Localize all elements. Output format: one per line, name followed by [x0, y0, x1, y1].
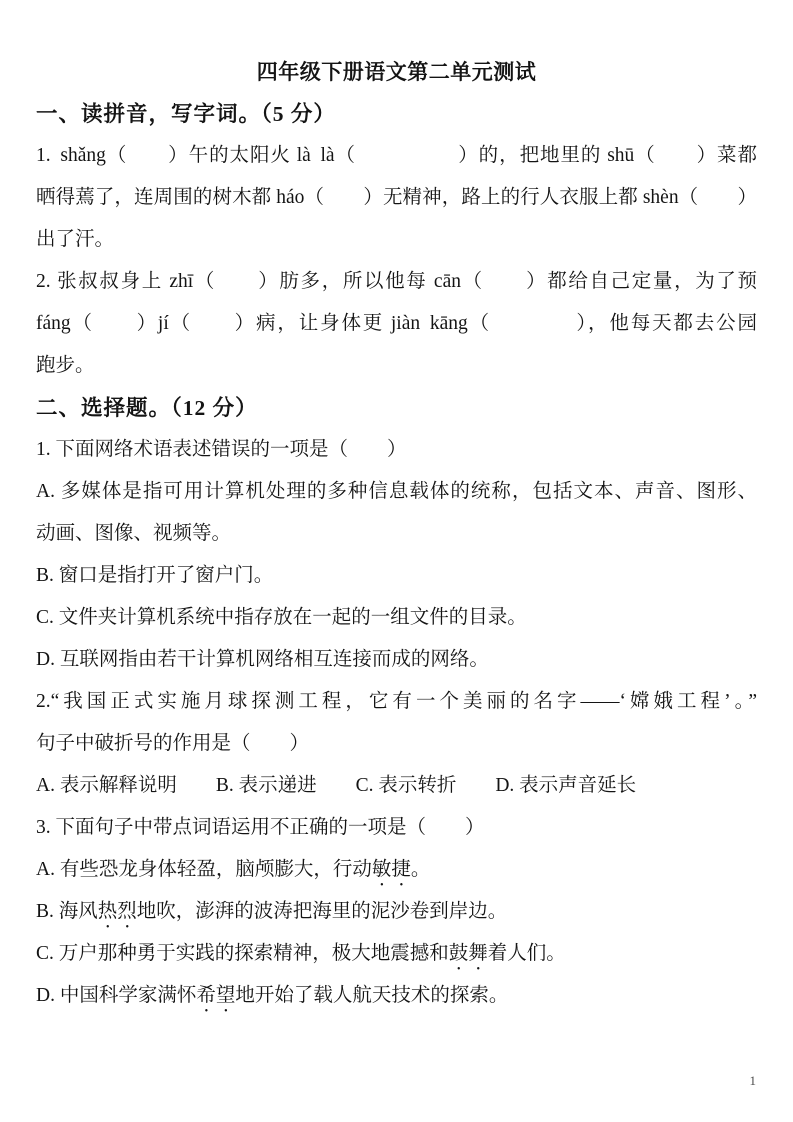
text-segment: A. 多媒体是指可用计算机处理的多种信息载体的统称，包括文本、声音、图形、 [36, 481, 757, 502]
section-1-heading [36, 93, 757, 135]
s2-q3-option-a [36, 849, 757, 891]
text-segment: 3. 下面句子中带点词语运用不正确的一项是（ ） [36, 817, 485, 838]
text-segment: C. 万户那种勇于实践的探索精神，极大地震撼和 [36, 943, 449, 964]
text-segment: 句子中破折号的作用是（ ） [36, 733, 310, 754]
s2-q3-option-d [36, 975, 757, 1017]
text-segment: 一、读拼音，写字词。（5 分） [36, 102, 336, 126]
text-segment: B. 窗口是指打开了窗户门。 [36, 565, 274, 586]
text-segment: 二、选择题。（12 分） [36, 396, 258, 420]
text-segment: 。 [410, 859, 431, 880]
s2-q1-option-a-line-1 [36, 471, 757, 513]
emphasized-word: 敏捷 [371, 859, 411, 880]
text-segment: 2.“我国正式实施月球探测工程，它有一个美丽的名字——‘嫦娥工程’。” [36, 691, 757, 712]
text-segment: 跑步。 [36, 355, 95, 376]
s2-q2-stem-line-2 [36, 723, 757, 765]
s2-q1-option-d [36, 639, 757, 681]
text-segment: 出了汗。 [36, 229, 115, 250]
s2-q2-options [36, 765, 757, 807]
text-segment: 1. shǎng（ ）午的太阳火 là là（ ）的，把地里的 shū（ ）菜都 [36, 145, 757, 166]
s2-q1-option-a-line-2 [36, 513, 757, 555]
text-segment: fáng（ ）jí（ ）病，让身体更 jiàn kāng（ ），他每天都去公园 [36, 313, 757, 334]
text-segment: 动画、图像、视频等。 [36, 523, 232, 544]
s1-q2-line-1 [36, 261, 757, 303]
text-segment: B. 海风 [36, 901, 98, 922]
text-segment: 2. 张叔叔身上 zhī（ ）肪多，所以他每 cān（ ）都给自己定量，为了预 [36, 271, 757, 292]
s2-q1-option-c [36, 597, 757, 639]
page-number: 1 [749, 1073, 756, 1088]
s2-q2-stem-line-1 [36, 681, 757, 723]
text-segment: 地吹，澎湃的波涛把海里的泥沙卷到岸边。 [136, 901, 508, 922]
emphasized-word: 希望 [196, 985, 236, 1006]
s1-q2-line-3 [36, 345, 757, 387]
text-segment: 四年级下册语文第二单元测试 [256, 60, 537, 84]
s1-q1-line-3 [36, 219, 757, 261]
s2-q1-stem [36, 429, 757, 471]
doc-title [36, 51, 757, 93]
text-segment: D. 中国科学家满怀 [36, 985, 197, 1006]
s2-q3-option-b [36, 891, 757, 933]
s2-q1-option-b [36, 555, 757, 597]
emphasized-word: 鼓舞 [448, 943, 488, 964]
text-segment: 着人们。 [487, 943, 566, 964]
text-segment: 1. 下面网络术语表述错误的一项是（ ） [36, 439, 407, 460]
text-segment: C. 文件夹计算机系统中指存放在一起的一组文件的目录。 [36, 607, 527, 628]
s2-q3-stem [36, 807, 757, 849]
s1-q1-line-1 [36, 135, 757, 177]
text-segment: 地开始了载人航天技术的探索。 [235, 985, 509, 1006]
text-segment: A. 表示解释说明 B. 表示递进 C. 表示转折 D. 表示声音延长 [36, 775, 637, 796]
text-segment: 晒得蔫了，连周围的树木都 háo（ ）无精神，路上的行人衣服上都 shèn（ ） [36, 187, 757, 208]
text-segment: A. 有些恐龙身体轻盈，脑颅膨大，行动 [36, 859, 372, 880]
emphasized-word: 热烈 [97, 901, 137, 922]
section-2-heading [36, 387, 757, 429]
s1-q1-line-2 [36, 177, 757, 219]
s2-q3-option-c [36, 933, 757, 975]
s1-q2-line-2 [36, 303, 757, 345]
text-segment: D. 互联网指由若干计算机网络相互连接而成的网络。 [36, 649, 489, 670]
